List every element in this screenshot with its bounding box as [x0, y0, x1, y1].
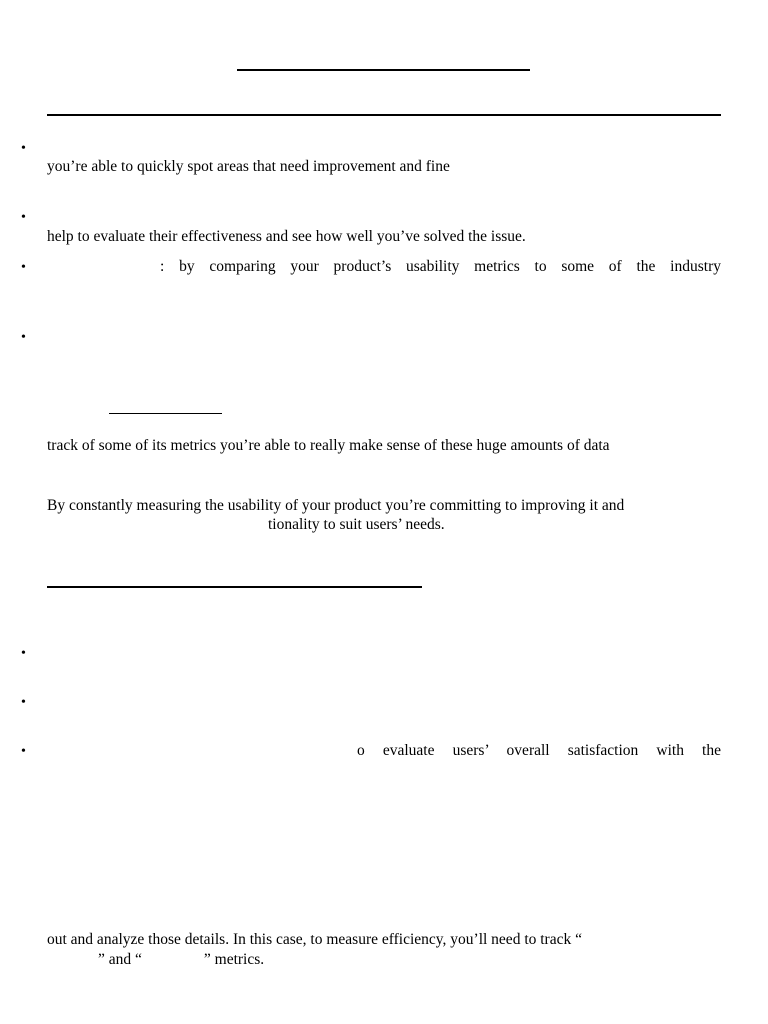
list-item-text-span: o evaluate users’ overall satisfaction with the — [357, 742, 721, 759]
list-bullet: • — [21, 210, 26, 225]
list-item-text: help to evaluate their effectiveness and see how well you’ve solved the issue. — [47, 228, 526, 245]
section2-heading-underline — [47, 586, 422, 588]
list-bullet: • — [21, 260, 26, 275]
paragraph-text: track of some of its metrics you’re able to really make sense of these huge amounts of data — [47, 437, 610, 454]
list-bullet: • — [21, 646, 26, 661]
paragraph-text: tionality to suit users’ needs. — [268, 516, 445, 533]
list-item-text — [357, 741, 721, 761]
link-underline — [109, 413, 222, 414]
list-item-text-span: : by comparing your product’s usability metrics to some of the industry — [160, 258, 721, 275]
list-bullet: • — [21, 330, 26, 345]
list-item-text — [160, 257, 721, 277]
list-bullet: • — [21, 141, 26, 156]
paragraph-text: out and analyze those details. In this case, to measure efficiency, you’ll need to track “ — [47, 931, 582, 948]
list-bullet: • — [21, 744, 26, 759]
list-item-text: you’re able to quickly spot areas that need improvement and fine — [47, 158, 450, 175]
list-bullet: • — [21, 695, 26, 710]
paragraph-text: ” and “ ” metrics. — [98, 951, 265, 968]
title-underline — [237, 69, 530, 71]
section1-heading-underline — [47, 114, 721, 116]
paragraph-text: By constantly measuring the usability of your product you’re committing to improving it and — [47, 497, 625, 514]
